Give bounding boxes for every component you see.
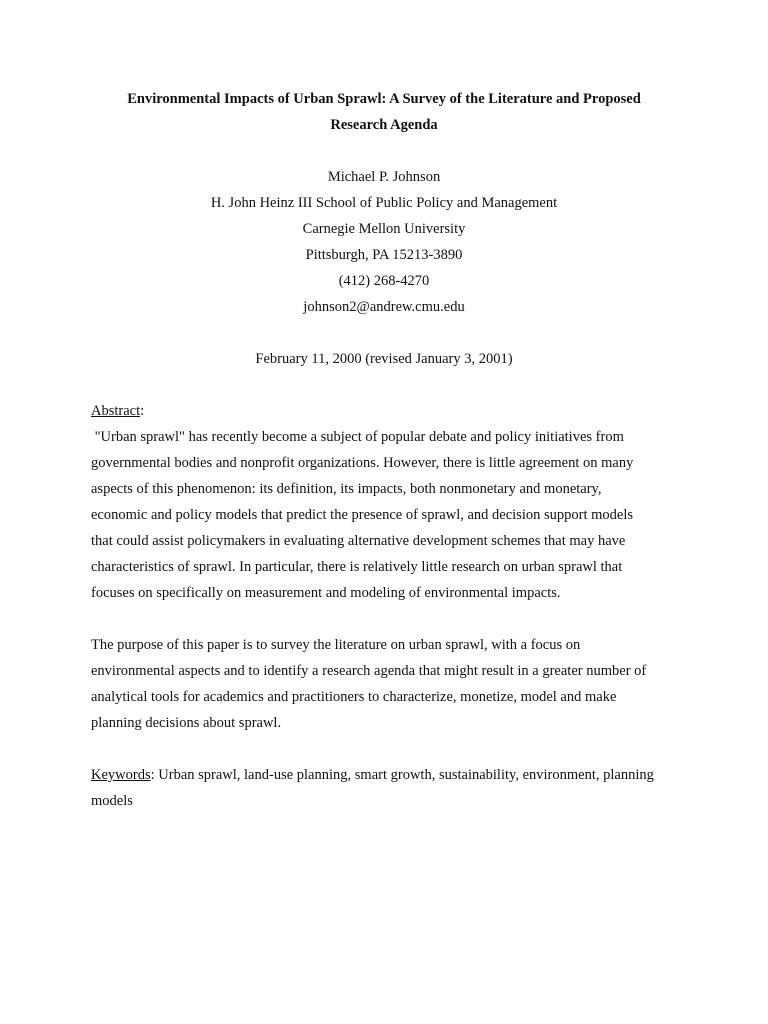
purpose-line: The purpose of this paper is to survey the literature on urban sprawl, with a focus on (91, 637, 581, 653)
author-block (60, 164, 708, 320)
abstract-line: focuses on specifically on measurement and modeling of environmental impacts. (91, 585, 561, 601)
keywords-section (91, 762, 691, 814)
keywords-label: Keywords (91, 767, 151, 783)
paper-title-line-2: Research Agenda (330, 117, 438, 133)
paper-title-line-1: Environmental Impacts of Urban Sprawl: A Survey of the Literature and Proposed (127, 91, 641, 107)
abstract-line: characteristics of sprawl. In particular, there is relatively little research on urban sprawl that (91, 559, 623, 575)
keywords-line-2: models (91, 793, 133, 809)
abstract-label: Abstract (91, 403, 141, 419)
paper-title (60, 86, 708, 138)
author-city: Pittsburgh, PA 15213-3890 (305, 247, 463, 263)
author-school: H. John Heinz III School of Public Policy and Management (210, 195, 558, 211)
abstract-label-suffix: : (140, 403, 145, 419)
abstract-heading (91, 398, 691, 424)
abstract-line: that could assist policymakers in evaluating alternative development schemes that may have (91, 533, 626, 549)
author-name: Michael P. Johnson (327, 169, 441, 185)
keywords-list: : Urban sprawl, land-use planning, smart growth, sustainability, environment, planning (150, 767, 654, 783)
purpose-line: environmental aspects and to identify a research agenda that might result in a greater number of (91, 663, 647, 679)
abstract-line: "Urban sprawl" has recently become a subject of popular debate and policy initiatives from (91, 429, 624, 445)
author-phone: (412) 268-4270 (338, 273, 430, 289)
abstract-line: economic and policy models that predict the presence of sprawl, and decision support models (91, 507, 633, 523)
purpose-paragraph (91, 632, 691, 736)
purpose-line: planning decisions about sprawl. (91, 715, 282, 731)
author-university: Carnegie Mellon University (302, 221, 466, 237)
paper-date: February 11, 2000 (revised January 3, 2001) (255, 351, 513, 367)
abstract-line: governmental bodies and nonprofit organizations. However, there is little agreement on many (91, 455, 634, 471)
author-email: johnson2@andrew.cmu.edu (303, 299, 465, 315)
purpose-line: analytical tools for academics and practitioners to characterize, monetize, model and make (91, 689, 617, 705)
abstract-section (91, 398, 691, 606)
keywords-line-1 (91, 762, 691, 788)
abstract-line: aspects of this phenomenon: its definition, its impacts, both nonmonetary and monetary, (91, 481, 602, 497)
